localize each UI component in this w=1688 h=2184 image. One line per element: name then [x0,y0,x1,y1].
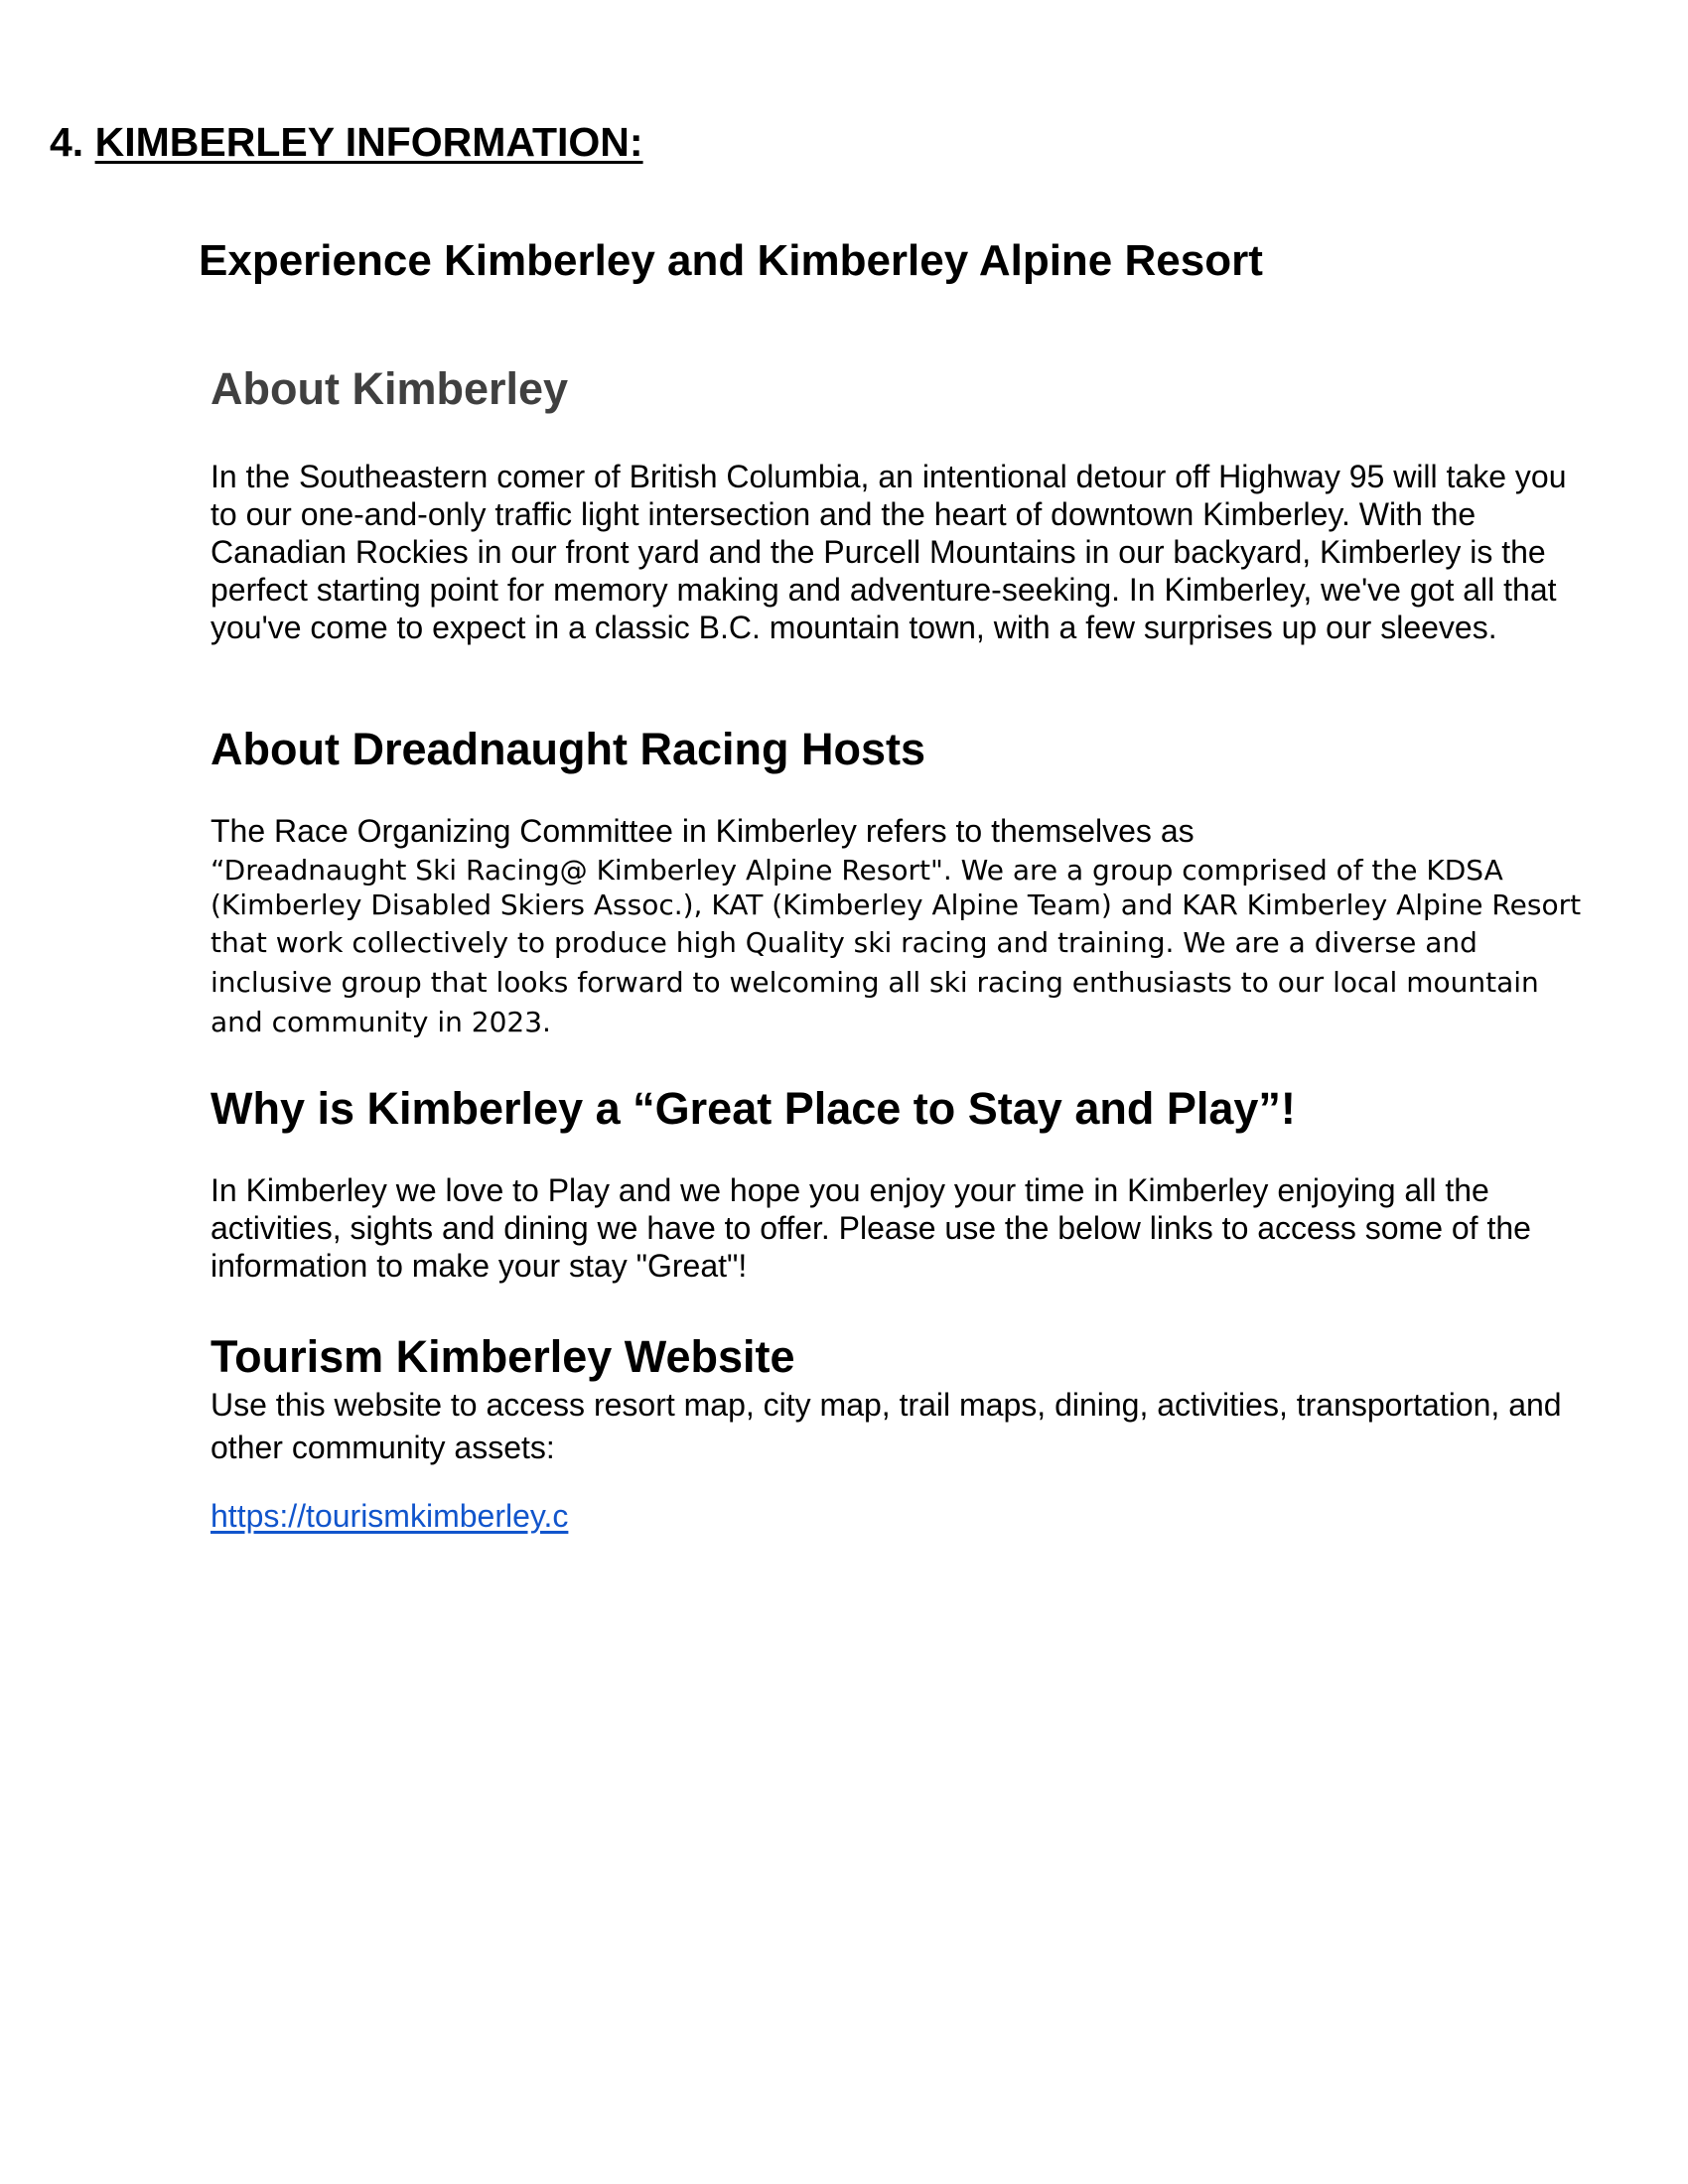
section-number: 4. [50,119,84,165]
section-title: KIMBERLEY INFORMATION: [94,119,643,165]
about-kimberley-section [211,362,1591,646]
about-dreadnaught-heading: About Dreadnaught Racing Hosts [211,724,926,774]
why-kimberley-body: In Kimberley we love to Play and we hope you enjoy your time in Kimberley enjoying all the activities, sights and dining we have to offer. Please use the below links to access some of the information to make your stay "Great"! [211,1172,1531,1284]
tourism-heading: Tourism Kimberley Website [211,1331,795,1382]
about-kimberley-heading: About Kimberley [211,363,569,414]
tourism-section [211,1330,1591,1535]
section-heading [50,117,643,167]
tourism-website-link[interactable]: https://tourismkimberley.c [211,1498,569,1534]
body-line: “Dreadnaught Ski Racing@ Kimberley Alpine Resort". We are a group comprised of the KDSA [211,854,1503,887]
body-line: and community in 2023. [211,1006,551,1038]
tourism-body: Use this website to access resort map, city map, trail maps, dining, activities, transportation, and other community assets: [211,1387,1562,1465]
about-dreadnaught-section [211,723,1591,1042]
why-kimberley-section [211,1082,1591,1285]
about-dreadnaught-body [211,854,1591,1042]
why-kimberley-heading: Why is Kimberley a “Great Place to Stay and Play”! [211,1083,1296,1134]
main-title: Experience Kimberley and Kimberley Alpine Resort [199,236,1263,285]
body-line: inclusive group that looks forward to welcoming all ski racing enthusiasts to our local mountain [211,966,1539,999]
body-line: (Kimberley Disabled Skiers Assoc.), KAT (Kimberley Alpine Team) and KAR Kimberley Alpine Resort [211,888,1582,921]
about-kimberley-body: In the Southeastern comer of British Columbia, an intentional detour off Highway 95 will take you to our one-and-only traffic light intersection and the heart of downtown Kimberley. With the Canadian Rockies in our front yard and the Purcell Mountains in our backyard, Kimberley is the perfect starting point for memory making and adventure-seeking. In Kimberley, we've got all that you've come to expect in a classic B.C. mountain town, with a few surprises up our sleeves. [211,459,1567,645]
tourism-link-row [211,1497,1591,1535]
body-line: that work collectively to produce high Quality ski racing and training. We are a diverse and [211,926,1477,959]
about-dreadnaught-intro: The Race Organizing Committee in Kimberley refers to themselves as [211,813,1195,849]
